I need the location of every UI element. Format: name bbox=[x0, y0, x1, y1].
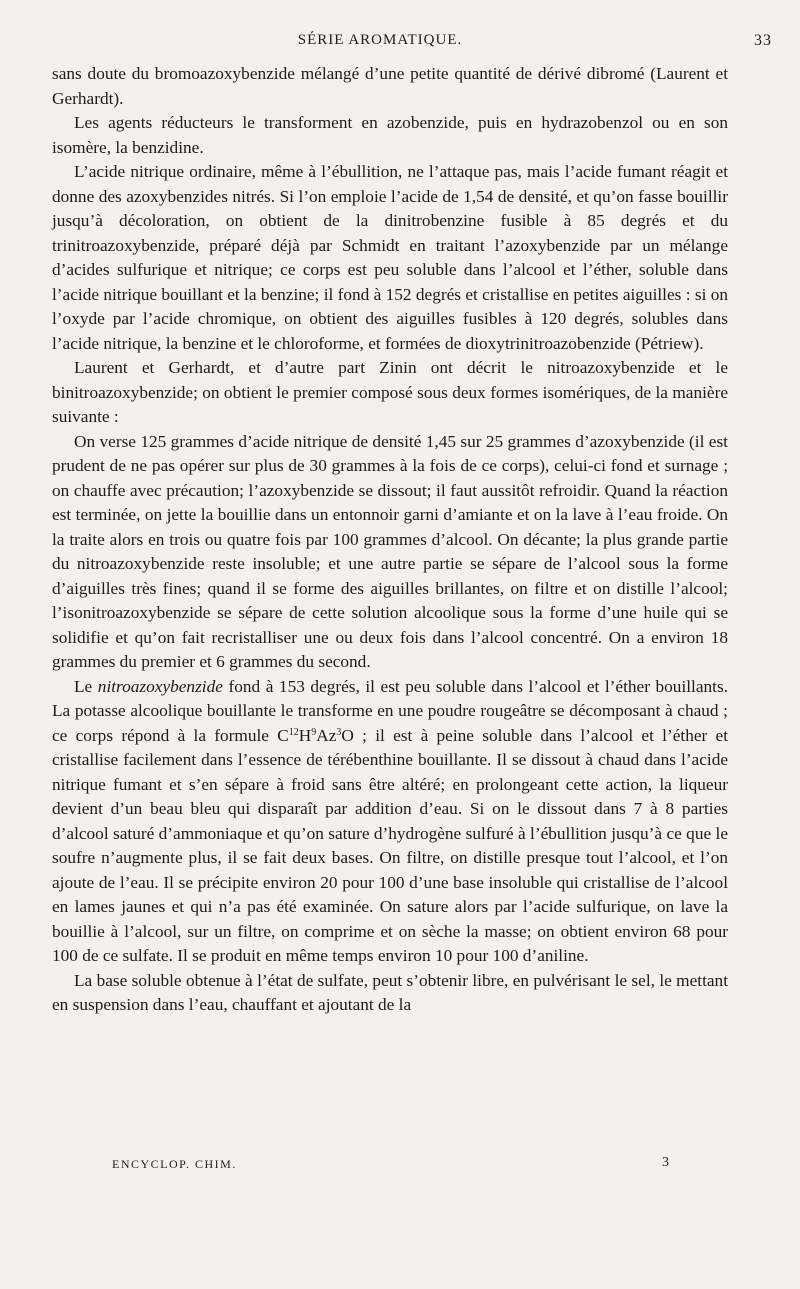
formula-subscript: 12 bbox=[288, 726, 299, 738]
page-footer bbox=[0, 1155, 800, 1179]
text-span: ; il est à peine soluble dans l’alcool et l’éther et cristallise facilement dans l’essence de térébenthine bouillante. Il se dissout à chaud dans l’acide nitrique fumant et s’en sépare à froid sans être altéré; en prolongeant cette action, la liqueur devient d’un beau bleu qui disparaît par addition d’eau. Si on le dissout dans 7 à 8 parties d’alcool saturé d’ammoniaque et qu’on sature d’hydrogène sulfuré à l’ébullition jusqu’à ce que le soufre n’augmente plus, il se fait deux bases. On filtre, on distille presque tout l’alcool, et l’on ajoute de l’eau. Il se précipite environ 20 pour 100 d’une base insoluble qui cristallise de l’alcool en lames jaunes et qui n’a pas été examinée. On sature alors par l’acide sulfurique, on lave la bouillie à l’alcool, sur un filtre, on comprime et on sèche la masse; on obtient environ 68 pour 100 de ce sulfate. Il se produit en même temps environ 10 pour 100 d’aniline. bbox=[52, 725, 729, 965]
sheet-number: 3 bbox=[662, 1155, 669, 1170]
text-span: fond à 153 degrés, il est peu soluble dans l’alcool et l’éther bouillants. La potasse alcoolique bouillante le transforme en une poudre rougeâtre se décomposant à chaud ; ce corps répond à la formule bbox=[52, 676, 729, 745]
paragraph-laurent-gerhardt: Laurent et Gerhardt, et d’autre part Zinin ont décrit le nitroazoxybenzide et le binitroazoxybenzide; on obtient le premier composé sous deux formes isomériques, de la manière suivante : bbox=[52, 358, 728, 426]
chemical-formula bbox=[277, 726, 354, 745]
formula-element: C bbox=[277, 725, 289, 745]
paragraph-continuation: sans doute du bromoazoxybenzide mélangé d’une petite quantité de dérivé dibromé (Laurent et Gerhardt). bbox=[52, 64, 728, 108]
paragraph-nitroazoxybenzide bbox=[52, 675, 728, 969]
paragraph-preparation: On verse 125 grammes d’acide nitrique de densité 1,45 sur 25 grammes d’azoxybenzide (il est prudent de ne pas opérer sur plus de 30 grammes à la fois de ce corps), celui-ci fond et surnage ; on chauffe avec précaution; l’azoxybenzide se dissout; il faut aussitôt refroidir. Quand la réaction est terminée, on jette la bouillie dans un entonnoir garni d’amiante et on la lave à l’eau froide. On la traite alors en trois ou quatre fois par 100 grammes d’alcool. On décante; la plus grande partie du nitroazoxybenzide reste insoluble; et une autre partie se sépare de l’alcool sous la forme d’aiguilles très fines; quand il se forme des aiguilles brillantes, on filtre et on distille l’alcool; l’isonitroazoxybenzide se sépare de cette solution alcoolique sous la forme d’une huile qui se solidifie et qu’on fait recristalliser une ou deux fois dans l’alcool concentré. On a environ 18 grammes du premier et 6 grammes du second. bbox=[52, 431, 728, 671]
italic-term: nitroazoxybenzide bbox=[97, 676, 223, 696]
formula-subscript: 9 bbox=[311, 726, 317, 738]
body-text bbox=[52, 62, 728, 1018]
formula-element: H bbox=[298, 725, 312, 745]
page-header bbox=[0, 28, 800, 58]
running-title: SÉRIE AROMATIQUE. bbox=[297, 32, 463, 48]
paragraph-nitric-acid: L’acide nitrique ordinaire, même à l’ébullition, ne l’attaque pas, mais l’acide fumant réagit et donne des azoxybenzides nitrés. Si l’on emploie l’acide de 1,54 de densité, et qu’on fasse bouillir jusqu’à décoloration, on obtient de la dinitrobenzine fusible à 85 degrés et du trinitroazoxybenzide, préparé déjà par Schmidt en traitant l’azoxybenzide par un mélange d’acides sulfurique et nitrique; ce corps est peu soluble dans l’alcool et l’éther, soluble dans l’acide nitrique bouillant et la benzine; il fond à 152 degrés et cristallise en petites aiguilles : si on l’oxyde par l’acide chromique, on obtient des aiguilles fusibles à 120 degrés, solubles dans l’acide nitrique, la benzine et le chloroforme, et formées de dioxytrinitroazobenzide (Pétriew). bbox=[52, 162, 728, 353]
paragraph-reducing-agents: Les agents réducteurs le transforment en azobenzide, puis en hydrazobenzol ou en son isomère, la benzidine. bbox=[52, 113, 728, 157]
printer-signature: ENCYCLOP. CHIM. bbox=[112, 1157, 237, 1171]
formula-subscript: 3 bbox=[336, 726, 342, 738]
paragraph-soluble-base: La base soluble obtenue à l’état de sulfate, peut s’obtenir libre, en pulvérisant le sel, le mettant en suspension dans l’eau, chauffant et ajoutant de la bbox=[52, 970, 728, 1014]
formula-element: O bbox=[341, 725, 354, 745]
text-span: Le bbox=[74, 676, 98, 696]
formula-element: Az bbox=[316, 725, 337, 745]
page-number: 33 bbox=[754, 32, 772, 49]
